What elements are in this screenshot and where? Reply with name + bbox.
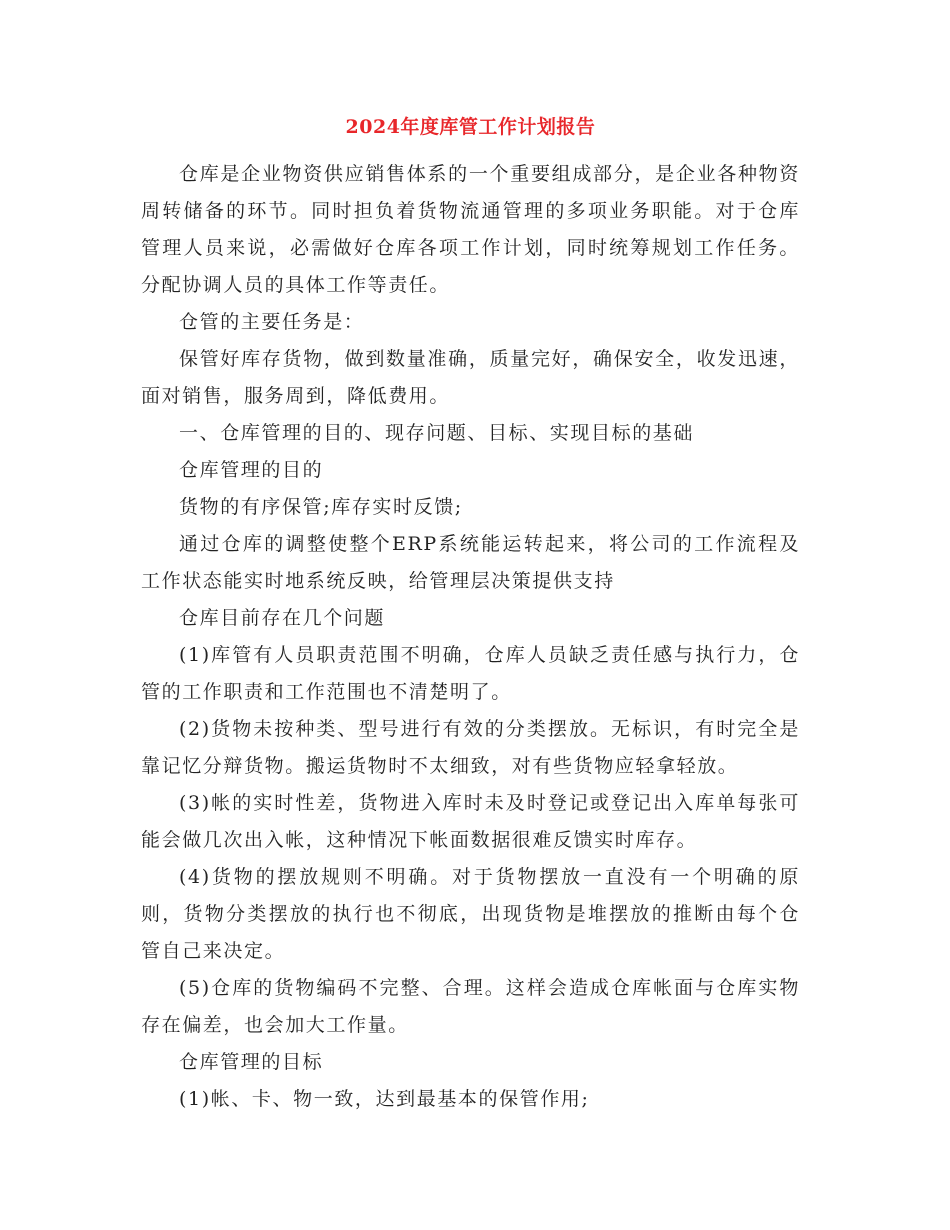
problem-item-3: (3)帐的实时性差，货物进入库时未及时登记或登记出入库单每张可能会做几次出入帐，这种情况下帐面数据很难反馈实时库存。 — [141, 792, 800, 851]
paragraph-purpose-2: 通过仓库的调整使整个ERP系统能运转起来，将公司的工作流程及工作状态能实时地系统反映，给管理层决策提供支持 — [141, 533, 800, 592]
problem-item-2: (2)货物未按种类、型号进行有效的分类摆放。无标识，有时完全是靠记忆分辩货物。搬运货物时不太细致，对有些货物应轻拿轻放。 — [141, 718, 800, 777]
problem-item-5: (5)仓库的货物编码不完整、合理。这样会造成仓库帐面与仓库实物存在偏差，也会加大工作量。 — [141, 977, 800, 1036]
problem-item-1: (1)库管有人员职责范围不明确，仓库人员缺乏责任感与执行力，仓管的工作职责和工作范围也不清楚明了。 — [141, 644, 800, 703]
paragraph-intro: 仓库是企业物资供应销售体系的一个重要组成部分，是企业各种物资周转储备的环节。同时担负着货物流通管理的多项业务职能。对于仓库管理人员来说，必需做好仓库各项工作计划，同时统筹规划工作任务。分配协调人员的具体工作等责任。 — [141, 163, 800, 296]
subheading-purpose: 仓库管理的目的 — [179, 459, 324, 481]
section-heading-1: 一、仓库管理的目的、现存问题、目标、实现目标的基础 — [179, 422, 695, 444]
subheading-problems: 仓库目前存在几个问题 — [179, 607, 386, 629]
subheading-goals: 仓库管理的目标 — [179, 1051, 324, 1073]
paragraph-purpose-1: 货物的有序保管;库存实时反馈; — [179, 496, 463, 518]
problem-item-4: (4)货物的摆放规则不明确。对于货物摆放一直没有一个明确的原则，货物分类摆放的执行也不彻底，出现货物是堆摆放的推断由每个仓管自己来决定。 — [141, 866, 800, 962]
paragraph-main-tasks: 保管好库存货物，做到数量准确，质量完好，确保安全，收发迅速，面对销售，服务周到，降低费用。 — [141, 348, 800, 407]
document-title: 2024年度库管工作计划报告 — [345, 116, 596, 138]
goal-item-1: (1)帐、卡、物一致，达到最基本的保管作用; — [179, 1088, 590, 1110]
paragraph-main-tasks-heading: 仓管的主要任务是： — [179, 311, 365, 333]
